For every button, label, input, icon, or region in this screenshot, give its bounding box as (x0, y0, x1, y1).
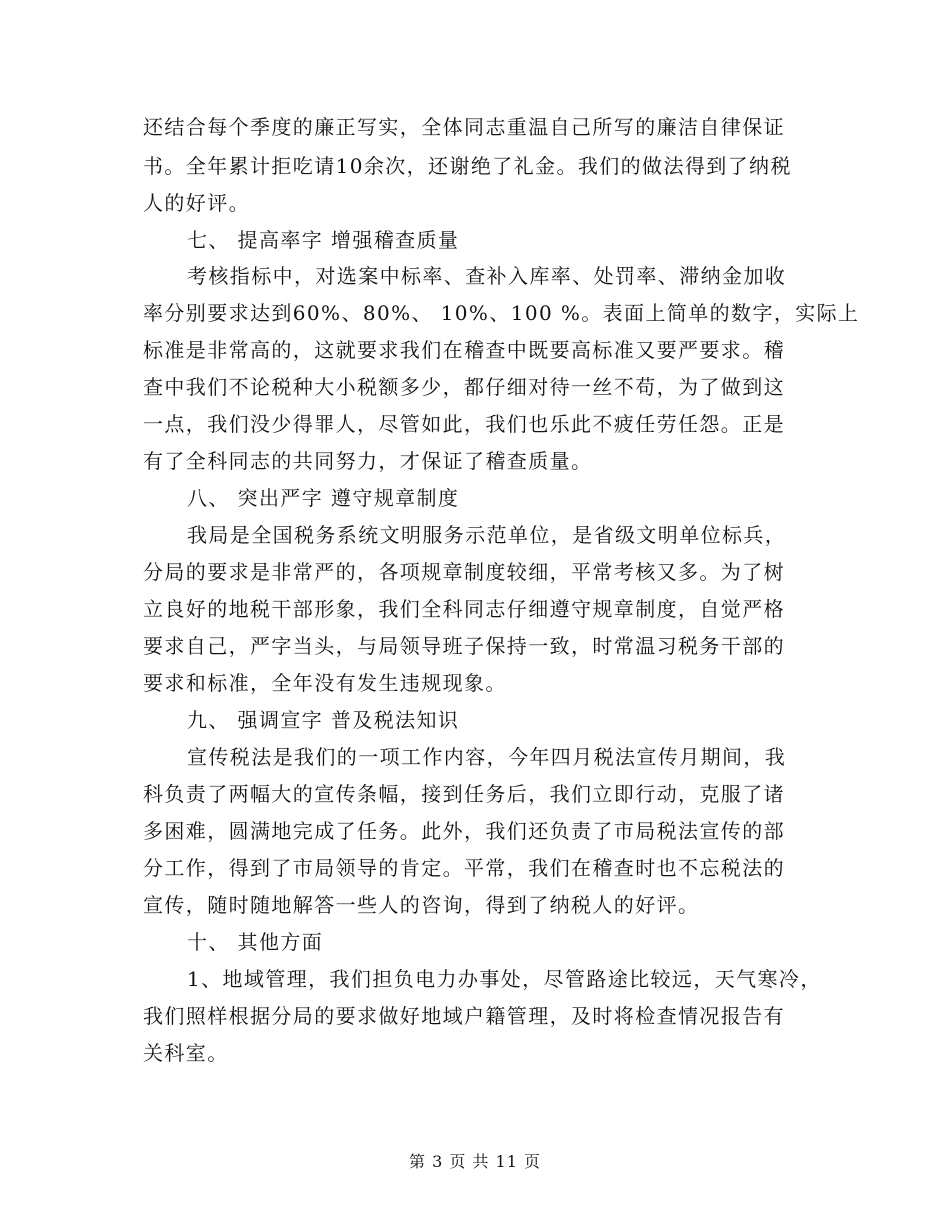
body-text-line: 要求自己，严字当头，与局领导班子保持一致，时常温习税务干部的 (143, 634, 785, 658)
body-text-line: 还结合每个季度的廉正写实，全体同志重温自己所写的廉洁自律保证 (143, 115, 785, 139)
body-text-line: 书。全年累计拒吃请10余次，还谢绝了礼金。我们的做法得到了纳税 (143, 154, 792, 178)
body-text-line: 一点，我们没少得罪人，尽管如此，我们也乐此不疲任劳任怨。正是 (143, 412, 785, 436)
body-text-line: 多困难，圆满地完成了任务。此外，我们还负责了市局税法宣传的部 (143, 819, 785, 843)
body-text-line: 我局是全国税务系统文明服务示范单位，是省级文明单位标兵， (187, 523, 787, 547)
body-text-line: 分工作，得到了市局领导的肯定。平常，我们在稽查时也不忘税法的 (143, 856, 785, 880)
body-text-line: 立良好的地税干部形象，我们全科同志仔细遵守规章制度，自觉严格 (143, 597, 785, 621)
body-text-line: 人的好评。 (143, 191, 250, 215)
body-text-line: 宣传，随时随地解答一些人的咨询，得到了纳税人的好评。 (143, 893, 700, 917)
section-heading-10: 十、 其他方面 (187, 930, 324, 954)
page-number-footer: 第 3 页 共 11 页 (409, 1152, 541, 1171)
body-text-line: 查中我们不论税种大小税额多少，都仔细对待一丝不苟，为了做到这 (143, 375, 785, 399)
body-text-line: 率分别要求达到60%、80%、 10%、100 %。表面上简单的数字，实际上 (143, 301, 860, 325)
body-text-line: 有了全科同志的共同努力，才保证了稽查质量。 (143, 449, 593, 473)
body-text-line: 要求和标准，全年没有发生违规现象。 (143, 671, 507, 695)
body-text-line: 科负责了两幅大的宣传条幅，接到任务后，我们立即行动，克服了诸 (143, 782, 785, 806)
body-text-line: 标准是非常高的，这就要求我们在稽查中既要高标准又要严要求。稽 (143, 338, 785, 362)
body-text-line: 我们照样根据分局的要求做好地域户籍管理，及时将检查情况报告有 (143, 1004, 785, 1028)
section-heading-8: 八、 突出严字 遵守规章制度 (187, 486, 460, 510)
section-heading-7: 七、 提高率字 增强稽查质量 (187, 228, 460, 252)
body-text-line: 分局的要求是非常严的，各项规章制度较细，平常考核又多。为了树 (143, 560, 785, 584)
body-text-line: 关科室。 (143, 1041, 229, 1065)
body-text-line: 宣传税法是我们的一项工作内容，今年四月税法宣传月期间，我 (187, 745, 787, 769)
section-heading-9: 九、 强调宣字 普及税法知识 (187, 708, 460, 732)
body-text-line: 考核指标中，对选案中标率、查补入库率、处罚率、滞纳金加收 (187, 264, 787, 288)
body-text-line: 1、地域管理，我们担负电力办事处，尽管路途比较远，天气寒冷， (187, 967, 822, 991)
